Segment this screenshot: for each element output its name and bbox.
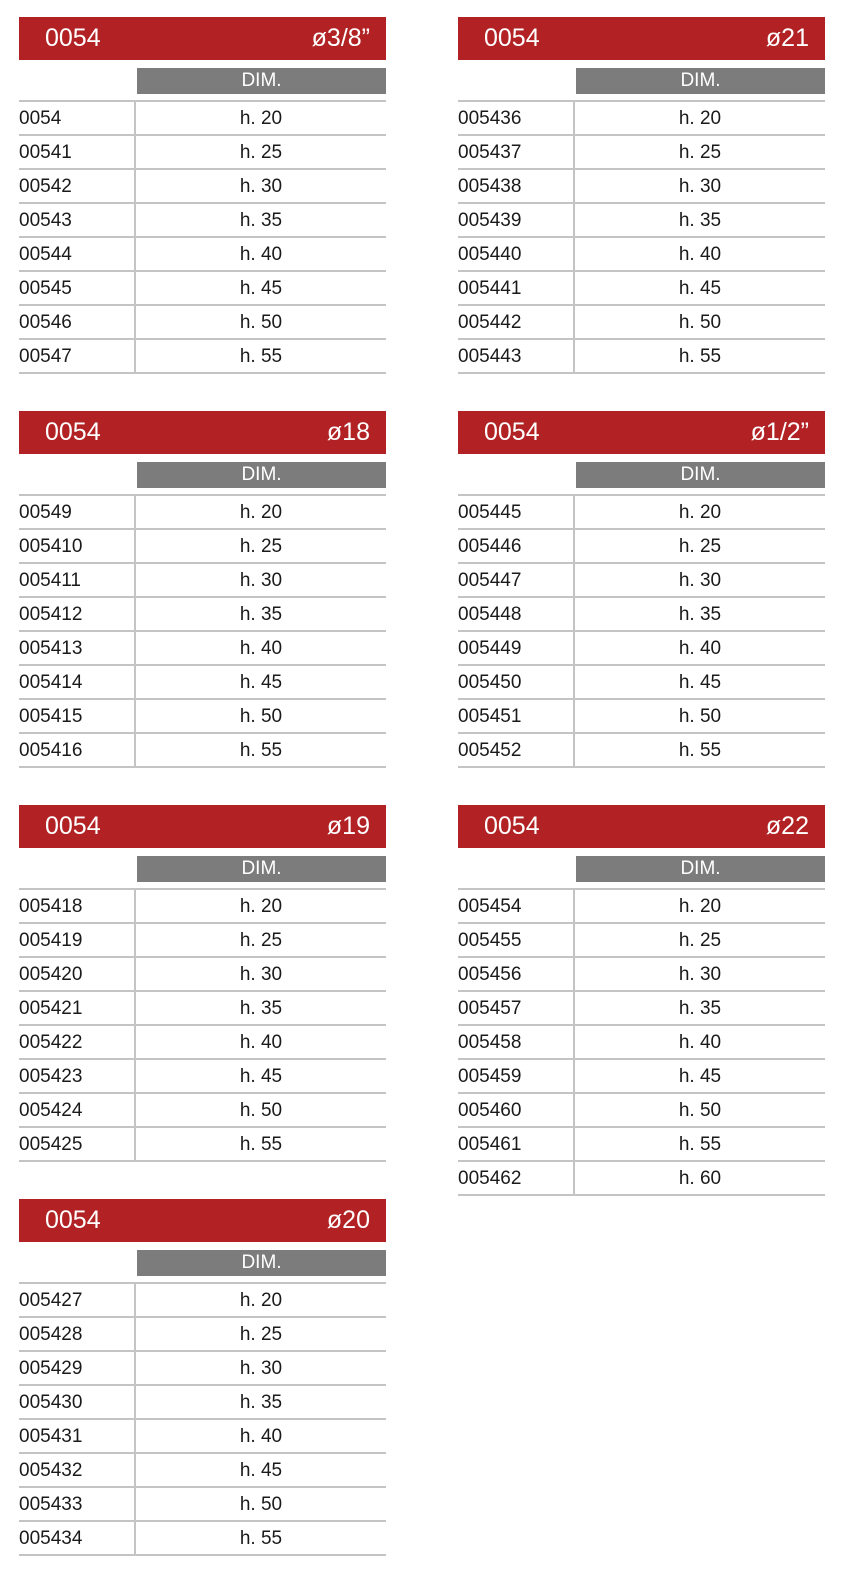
- article-code: 005452: [458, 734, 575, 766]
- article-code: 005420: [19, 958, 136, 990]
- article-code: 005418: [19, 890, 136, 922]
- dim-column-header: DIM.: [576, 68, 825, 94]
- dimension-value: h. 35: [678, 604, 722, 625]
- article-code: 005460: [458, 1094, 575, 1126]
- dimension-value: h. 45: [239, 1460, 283, 1481]
- table-header: [19, 1199, 386, 1242]
- dimension-value: h. 55: [678, 346, 722, 367]
- table-row: [19, 992, 386, 1026]
- article-code: 005430: [19, 1386, 136, 1418]
- dimension-value: h. 25: [239, 142, 283, 163]
- dimension-value: h. 50: [239, 1494, 283, 1515]
- dimension-value: h. 40: [239, 1426, 283, 1447]
- dimension-value: h. 55: [678, 740, 722, 761]
- dimension-value: h. 50: [239, 1100, 283, 1121]
- table-header-size: ø3/8”: [311, 24, 370, 52]
- dimension-value: h. 30: [239, 964, 283, 985]
- table-row: [458, 1060, 825, 1094]
- article-code: 005432: [19, 1454, 136, 1486]
- article-code: 005459: [458, 1060, 575, 1092]
- article-code: 005415: [19, 700, 136, 732]
- table-header-code: 0054: [45, 418, 101, 446]
- table-row: [19, 1454, 386, 1488]
- article-code: 005441: [458, 272, 575, 304]
- dimension-value: h. 20: [678, 896, 722, 917]
- dimension-value: h. 20: [239, 108, 283, 129]
- dimension-value: h. 30: [239, 176, 283, 197]
- dimension-value: h. 35: [239, 604, 283, 625]
- article-code: 005456: [458, 958, 575, 990]
- column-header-row: [19, 856, 386, 890]
- table-row: [19, 530, 386, 564]
- table-header-size: ø20: [326, 1206, 370, 1234]
- dim-column-header: DIM.: [137, 462, 386, 488]
- dimension-value: h. 30: [678, 570, 722, 591]
- article-code: 005462: [458, 1162, 575, 1194]
- article-code: 005434: [19, 1522, 136, 1554]
- article-code: 005455: [458, 924, 575, 956]
- table-row: [19, 564, 386, 598]
- dim-column-header: DIM.: [137, 68, 386, 94]
- article-code: 005421: [19, 992, 136, 1024]
- table-header-size: ø21: [765, 24, 809, 52]
- table-row: [19, 666, 386, 700]
- dimension-value: h. 20: [678, 108, 722, 129]
- table-row: [458, 1094, 825, 1128]
- column-header-row: [19, 462, 386, 496]
- table-header: [458, 17, 825, 60]
- table-header: [458, 411, 825, 454]
- table-row: [458, 632, 825, 666]
- dimension-value: h. 50: [678, 706, 722, 727]
- table-row: [458, 340, 825, 374]
- article-code: 005461: [458, 1128, 575, 1160]
- article-code: 00544: [19, 238, 136, 270]
- product-table: [458, 411, 825, 768]
- article-code: 005427: [19, 1284, 136, 1316]
- table-row: [458, 924, 825, 958]
- dimension-value: h. 60: [678, 1168, 722, 1189]
- table-row: [19, 1026, 386, 1060]
- table-row: [458, 734, 825, 768]
- article-code: 005450: [458, 666, 575, 698]
- table-row: [19, 340, 386, 374]
- dimension-value: h. 25: [678, 930, 722, 951]
- dimension-value: h. 40: [239, 244, 283, 265]
- table-row: [19, 1060, 386, 1094]
- table-row: [458, 272, 825, 306]
- article-code: 005447: [458, 564, 575, 596]
- article-code: 0054: [19, 102, 136, 134]
- dimension-value: h. 45: [678, 278, 722, 299]
- article-code: 005457: [458, 992, 575, 1024]
- table-header-code: 0054: [484, 418, 540, 446]
- table-row: [458, 204, 825, 238]
- dimension-value: h. 20: [239, 502, 283, 523]
- dimension-value: h. 35: [678, 210, 722, 231]
- table-row: [458, 700, 825, 734]
- article-code: 00549: [19, 496, 136, 528]
- dimension-value: h. 30: [678, 964, 722, 985]
- article-code: 005448: [458, 598, 575, 630]
- table-row: [19, 1094, 386, 1128]
- article-code: 005411: [19, 564, 136, 596]
- article-code: 005433: [19, 1488, 136, 1520]
- dimension-value: h. 50: [239, 706, 283, 727]
- article-code: 005428: [19, 1318, 136, 1350]
- table-row: [458, 496, 825, 530]
- table-row: [458, 958, 825, 992]
- dimension-value: h. 55: [239, 1528, 283, 1549]
- table-row: [19, 1522, 386, 1556]
- table-row: [458, 992, 825, 1026]
- column-header-row: [458, 856, 825, 890]
- dim-column-header: DIM.: [576, 462, 825, 488]
- table-header: [19, 411, 386, 454]
- article-code: 005458: [458, 1026, 575, 1058]
- dimension-value: h. 30: [239, 1358, 283, 1379]
- dimension-value: h. 30: [239, 570, 283, 591]
- article-code: 005442: [458, 306, 575, 338]
- dimension-value: h. 45: [678, 672, 722, 693]
- dimension-value: h. 25: [678, 142, 722, 163]
- dimension-value: h. 55: [239, 346, 283, 367]
- table-header: [19, 17, 386, 60]
- article-code: 005449: [458, 632, 575, 664]
- table-header-size: ø22: [765, 812, 809, 840]
- dimension-value: h. 55: [239, 740, 283, 761]
- dimension-value: h. 40: [678, 244, 722, 265]
- dimension-value: h. 30: [678, 176, 722, 197]
- table-row: [19, 1318, 386, 1352]
- article-code: 00545: [19, 272, 136, 304]
- table-row: [19, 1420, 386, 1454]
- dim-column-header: DIM.: [137, 1250, 386, 1276]
- article-code: 00547: [19, 340, 136, 372]
- product-table: [19, 17, 386, 374]
- article-code: 005451: [458, 700, 575, 732]
- table-row: [19, 1284, 386, 1318]
- table-row: [458, 564, 825, 598]
- dimension-value: h. 55: [678, 1134, 722, 1155]
- table-row: [19, 700, 386, 734]
- column-header-row: [19, 1250, 386, 1284]
- table-row: [19, 170, 386, 204]
- article-code: 00542: [19, 170, 136, 202]
- table-row: [458, 238, 825, 272]
- dimension-value: h. 20: [678, 502, 722, 523]
- dimension-value: h. 25: [239, 536, 283, 557]
- article-code: 00543: [19, 204, 136, 236]
- product-table: [19, 1199, 386, 1556]
- table-row: [458, 890, 825, 924]
- table-header-code: 0054: [45, 24, 101, 52]
- dimension-value: h. 45: [239, 278, 283, 299]
- article-code: 005439: [458, 204, 575, 236]
- table-row: [19, 958, 386, 992]
- column-header-row: [458, 462, 825, 496]
- dimension-value: h. 40: [678, 638, 722, 659]
- dimension-value: h. 55: [239, 1134, 283, 1155]
- dimension-value: h. 45: [239, 672, 283, 693]
- table-row: [19, 1386, 386, 1420]
- column-header-row: [458, 68, 825, 102]
- dimension-value: h. 40: [239, 638, 283, 659]
- table-row: [19, 272, 386, 306]
- article-code: 00546: [19, 306, 136, 338]
- article-code: 005422: [19, 1026, 136, 1058]
- table-row: [458, 1026, 825, 1060]
- article-code: 005431: [19, 1420, 136, 1452]
- table-row: [458, 1162, 825, 1196]
- dimension-value: h. 40: [239, 1032, 283, 1053]
- dimension-value: h. 25: [239, 1324, 283, 1345]
- table-row: [19, 306, 386, 340]
- table-row: [458, 136, 825, 170]
- table-row: [458, 530, 825, 564]
- dimension-value: h. 40: [678, 1032, 722, 1053]
- dimension-value: h. 35: [239, 1392, 283, 1413]
- article-code: 005424: [19, 1094, 136, 1126]
- table-row: [19, 496, 386, 530]
- table-row: [458, 598, 825, 632]
- article-code: 005438: [458, 170, 575, 202]
- table-row: [19, 734, 386, 768]
- product-table: [458, 805, 825, 1196]
- dim-column-header: DIM.: [137, 856, 386, 882]
- column-header-row: [19, 68, 386, 102]
- table-row: [19, 238, 386, 272]
- article-code: 005446: [458, 530, 575, 562]
- dimension-value: h. 25: [678, 536, 722, 557]
- table-header: [19, 805, 386, 848]
- dimension-value: h. 35: [239, 210, 283, 231]
- table-row: [458, 102, 825, 136]
- table-row: [19, 136, 386, 170]
- dimension-value: h. 50: [239, 312, 283, 333]
- table-row: [19, 890, 386, 924]
- article-code: 005414: [19, 666, 136, 698]
- table-row: [19, 102, 386, 136]
- product-table: [19, 805, 386, 1162]
- article-code: 005423: [19, 1060, 136, 1092]
- article-code: 005416: [19, 734, 136, 766]
- table-header-size: ø18: [326, 418, 370, 446]
- dimension-value: h. 50: [678, 312, 722, 333]
- table-row: [19, 924, 386, 958]
- product-table: [458, 17, 825, 374]
- table-header: [458, 805, 825, 848]
- article-code: 005437: [458, 136, 575, 168]
- table-row: [19, 632, 386, 666]
- dimension-value: h. 50: [678, 1100, 722, 1121]
- table-row: [19, 204, 386, 238]
- dimension-value: h. 20: [239, 1290, 283, 1311]
- article-code: 005419: [19, 924, 136, 956]
- dimension-value: h. 20: [239, 896, 283, 917]
- article-code: 005436: [458, 102, 575, 134]
- table-header-code: 0054: [484, 24, 540, 52]
- table-row: [19, 1488, 386, 1522]
- dimension-value: h. 25: [239, 930, 283, 951]
- table-header-size: ø1/2”: [750, 418, 809, 446]
- product-table: [19, 411, 386, 768]
- table-row: [19, 1352, 386, 1386]
- table-row: [19, 598, 386, 632]
- article-code: 005443: [458, 340, 575, 372]
- article-code: 005413: [19, 632, 136, 664]
- dim-column-header: DIM.: [576, 856, 825, 882]
- table-header-code: 0054: [45, 812, 101, 840]
- article-code: 005445: [458, 496, 575, 528]
- table-header-code: 0054: [484, 812, 540, 840]
- dimension-value: h. 45: [678, 1066, 722, 1087]
- table-header-code: 0054: [45, 1206, 101, 1234]
- dimension-value: h. 45: [239, 1066, 283, 1087]
- article-code: 005454: [458, 890, 575, 922]
- table-row: [458, 306, 825, 340]
- article-code: 005440: [458, 238, 575, 270]
- article-code: 005412: [19, 598, 136, 630]
- dimension-value: h. 35: [678, 998, 722, 1019]
- dimension-value: h. 35: [239, 998, 283, 1019]
- article-code: 00541: [19, 136, 136, 168]
- article-code: 005410: [19, 530, 136, 562]
- table-header-size: ø19: [326, 812, 370, 840]
- table-row: [19, 1128, 386, 1162]
- table-row: [458, 666, 825, 700]
- article-code: 005425: [19, 1128, 136, 1160]
- table-row: [458, 170, 825, 204]
- table-row: [458, 1128, 825, 1162]
- article-code: 005429: [19, 1352, 136, 1384]
